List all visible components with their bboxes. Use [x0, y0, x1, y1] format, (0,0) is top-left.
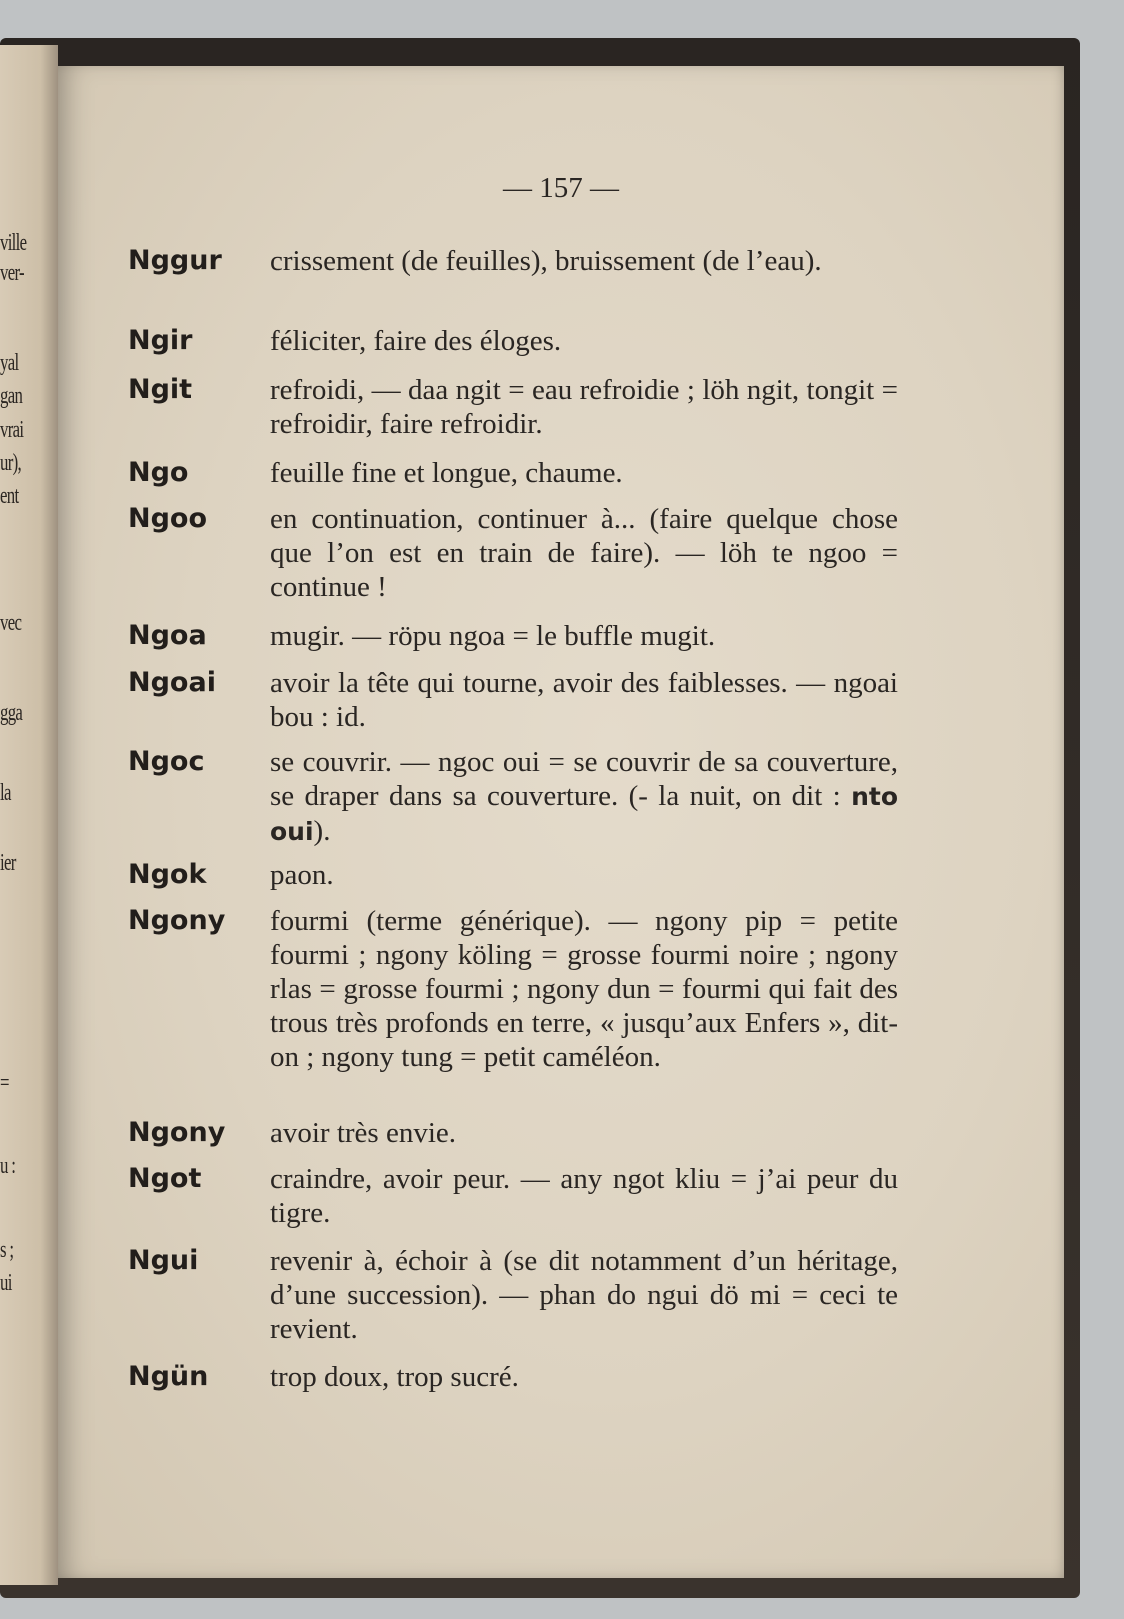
entry-headword: Ngony: [128, 905, 226, 936]
entry-headword: Ngoc: [128, 746, 205, 777]
entry-definition: féliciter, faire des éloges.: [270, 325, 562, 357]
entry-definition: avoir la tête qui tourne, avoir des faiblesses. — ngoai bou : id.: [270, 667, 898, 733]
left-fragment: ver-: [0, 260, 24, 286]
dictionary-page: [58, 66, 1064, 1578]
left-fragment: ent: [0, 483, 19, 509]
entry-headword: Ngok: [128, 859, 207, 890]
left-fragment: vec: [0, 610, 22, 636]
entry-headword: Ngoai: [128, 667, 216, 698]
entry-headword: Nggur: [128, 245, 222, 276]
left-fragment: =: [0, 1070, 9, 1096]
entry-definition-text: se couvrir. — ngoc oui = se couvrir de sa couverture, se draper dans sa couverture. (- la nuit, on dit :: [270, 746, 898, 812]
left-fragment: vrai: [0, 417, 24, 443]
entry-headword: Ngir: [128, 325, 193, 356]
entry-headword: Ngui: [128, 1245, 199, 1276]
entry-headword: Ngoo: [128, 503, 208, 534]
entry-headword: Ngün: [128, 1361, 209, 1392]
left-page-edge: [0, 45, 58, 1585]
entry-headword: Ngot: [128, 1163, 202, 1194]
entry-definition: revenir à, échoir à (se dit notamment d’un héritage, d’une succession). — phan do ngui dö mi = ceci te revient.: [270, 1245, 898, 1345]
entry-definition: paon.: [270, 859, 334, 891]
entry-definition: [270, 745, 898, 849]
left-fragment: gga: [0, 700, 23, 726]
entry-definition: en continuation, continuer à... (faire quelque chose que l’on est en train de faire). — löh te ngoo = continue !: [270, 503, 898, 603]
entry-definition: trop doux, trop sucré.: [270, 1361, 519, 1393]
left-fragment: ier: [0, 850, 16, 876]
left-fragment: gan: [0, 383, 23, 409]
entry-definition: fourmi (terme générique). — ngony pip = petite fourmi ; ngony köling = grosse fourmi noire ; ngony rlas = grosse fourmi ; ngony dun = fourmi qui fait des trous très profonds en terre, « jusqu’aux Enfers », dit-on ; ngony tung = petit caméléon.: [270, 905, 898, 1073]
entry-headword: Ngit: [128, 374, 193, 405]
left-fragment: u :: [0, 1153, 16, 1179]
entry-headword: Ngoa: [128, 620, 207, 651]
entry-headword: Ngony: [128, 1117, 226, 1148]
left-fragment: yal: [0, 350, 19, 376]
entry-definition: avoir très envie.: [270, 1117, 457, 1149]
page-number: — 157 —: [503, 172, 619, 204]
entry-definition: refroidi, — daa ngit = eau refroidie ; löh ngit, tongit = refroidir, faire refroidir.: [270, 374, 898, 440]
left-fragment: ville: [0, 230, 27, 256]
left-fragment: ur),: [0, 450, 21, 476]
entry-definition: craindre, avoir peur. — any ngot kliu = j’ai peur du tigre.: [270, 1163, 898, 1229]
left-fragment: la: [0, 780, 11, 806]
entry-definition-bold: nto oui: [270, 782, 899, 846]
entry-definition: feuille fine et longue, chaume.: [270, 457, 623, 489]
left-fragment: s ;: [0, 1237, 14, 1263]
entry-definition: mugir. — röpu ngoa = le buffle mugit.: [270, 620, 716, 652]
entry-headword: Ngo: [128, 457, 189, 488]
entry-definition: crissement (de feuilles), bruissement (de l’eau).: [270, 245, 822, 277]
left-fragment: ui: [0, 1270, 12, 1296]
entry-definition-tail: ).: [313, 815, 331, 847]
